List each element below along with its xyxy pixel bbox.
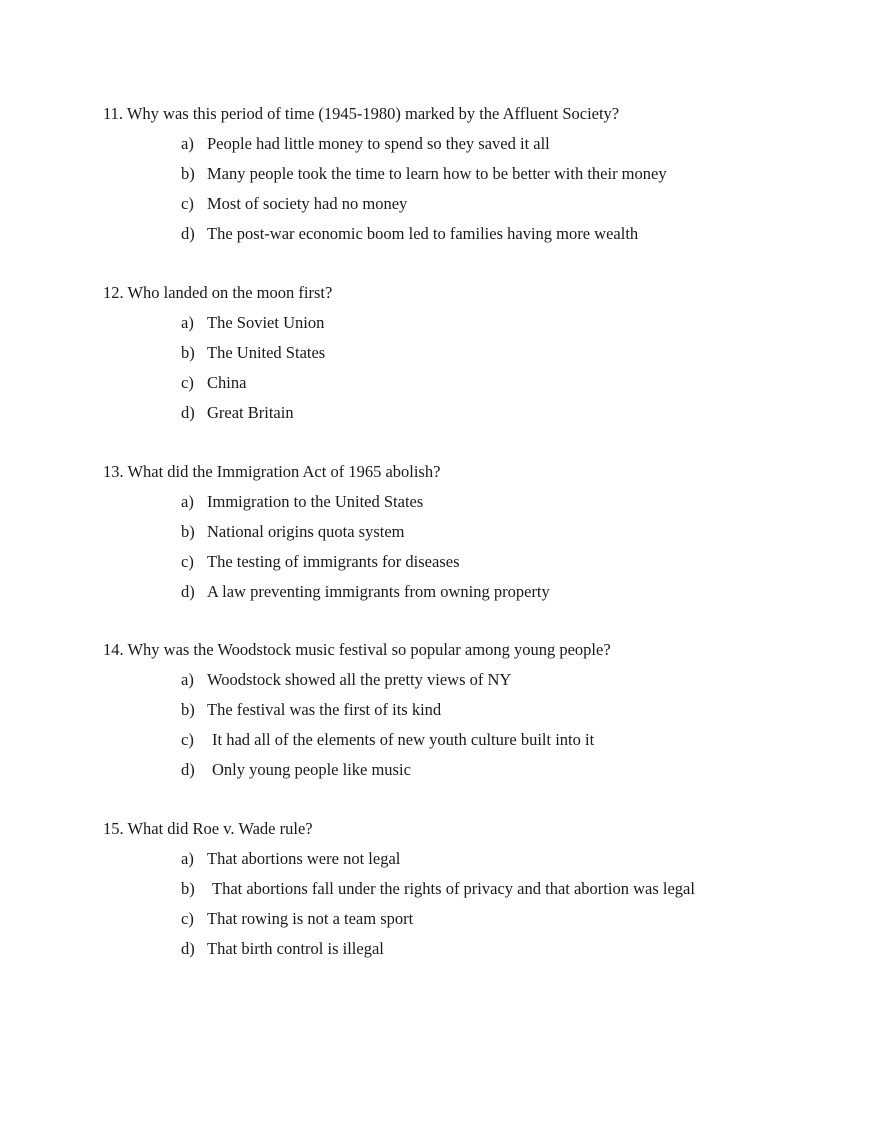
- option-letter: d): [181, 760, 195, 779]
- option-text: The festival was the first of its kind: [207, 700, 442, 719]
- option-a: [103, 312, 843, 342]
- option-letter: d): [181, 224, 195, 243]
- option-text: A law preventing immigrants from owning property: [207, 582, 550, 601]
- option-text: Most of society had no money: [207, 194, 408, 213]
- option-letter: c): [181, 373, 194, 392]
- option-text: Woodstock showed all the pretty views of NY: [207, 670, 512, 689]
- option-letter: c): [181, 552, 194, 571]
- option-b: [103, 878, 843, 908]
- option-text: Great Britain: [207, 403, 294, 422]
- option-a: [103, 848, 843, 878]
- question-13: [103, 461, 843, 611]
- option-text: China: [207, 373, 247, 392]
- answer-options: [103, 848, 843, 968]
- option-letter: a): [181, 849, 194, 868]
- question-15: [103, 818, 843, 968]
- question-12: [103, 282, 843, 432]
- option-letter: d): [181, 403, 195, 422]
- option-text: People had little money to spend so they saved it all: [207, 134, 550, 153]
- option-text: The testing of immigrants for diseases: [207, 552, 460, 571]
- answer-options: [103, 312, 843, 432]
- option-letter: a): [181, 670, 194, 689]
- option-text: It had all of the elements of new youth culture built into it: [212, 730, 595, 749]
- option-c: [103, 372, 843, 402]
- option-text: Many people took the time to learn how to be better with their money: [207, 164, 667, 183]
- option-c: [103, 551, 843, 581]
- option-text: That abortions fall under the rights of privacy and that abortion was legal: [212, 879, 695, 898]
- question-text: 14. Why was the Woodstock music festival so popular among young people?: [103, 640, 611, 659]
- option-text: That abortions were not legal: [207, 849, 401, 868]
- option-d: [103, 402, 843, 432]
- option-letter: d): [181, 582, 195, 601]
- option-text: That birth control is illegal: [207, 939, 384, 958]
- option-letter: b): [181, 164, 195, 183]
- option-text: Only young people like music: [212, 760, 411, 779]
- option-d: [103, 938, 843, 968]
- option-text: The post-war economic boom led to families having more wealth: [207, 224, 639, 243]
- option-text: Immigration to the United States: [207, 492, 424, 511]
- option-b: [103, 342, 843, 372]
- option-b: [103, 163, 843, 193]
- question-text: 12. Who landed on the moon first?: [103, 283, 333, 302]
- option-d: [103, 223, 843, 253]
- answer-options: [103, 669, 843, 789]
- question-text: 13. What did the Immigration Act of 1965 abolish?: [103, 462, 441, 481]
- option-text: That rowing is not a team sport: [207, 909, 414, 928]
- option-d: [103, 759, 843, 789]
- option-letter: b): [181, 343, 195, 362]
- option-a: [103, 669, 843, 699]
- option-letter: c): [181, 909, 194, 928]
- option-letter: d): [181, 939, 195, 958]
- option-letter: a): [181, 313, 194, 332]
- option-c: [103, 193, 843, 223]
- option-a: [103, 491, 843, 521]
- option-letter: b): [181, 879, 195, 898]
- question-text: 11. Why was this period of time (1945-1980) marked by the Affluent Society?: [103, 104, 620, 123]
- option-letter: b): [181, 522, 195, 541]
- option-a: [103, 133, 843, 163]
- question-text: 15. What did Roe v. Wade rule?: [103, 819, 313, 838]
- question-14: [103, 639, 843, 789]
- answer-options: [103, 133, 843, 253]
- option-text: The United States: [207, 343, 326, 362]
- option-d: [103, 581, 843, 611]
- option-letter: b): [181, 700, 195, 719]
- option-text: National origins quota system: [207, 522, 405, 541]
- question-11: [103, 103, 843, 253]
- option-c: [103, 729, 843, 759]
- option-letter: a): [181, 492, 194, 511]
- option-letter: a): [181, 134, 194, 153]
- answer-options: [103, 491, 843, 611]
- option-letter: c): [181, 730, 194, 749]
- option-b: [103, 699, 843, 729]
- option-letter: c): [181, 194, 194, 213]
- option-b: [103, 521, 843, 551]
- option-text: The Soviet Union: [207, 313, 325, 332]
- option-c: [103, 908, 843, 938]
